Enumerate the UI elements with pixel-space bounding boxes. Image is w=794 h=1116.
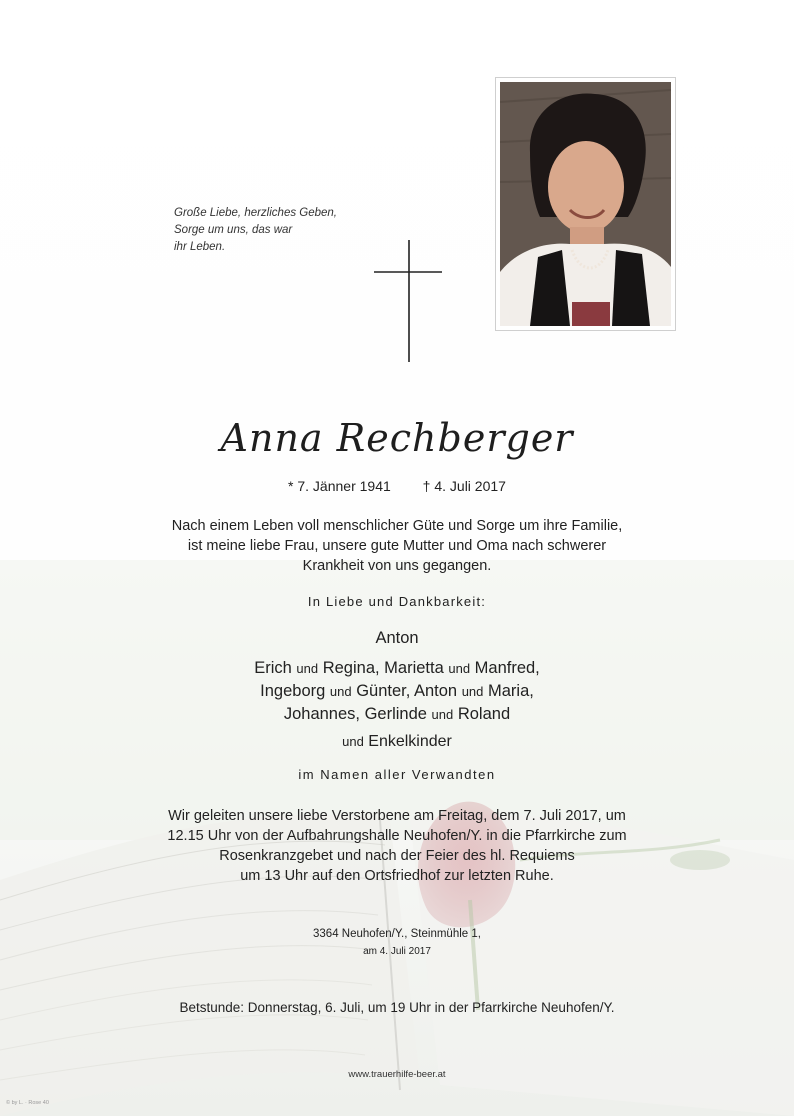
funeral-details: Wir geleiten unsere liebe Verstorbene am Freitag, dem 7. Juli 2017, um 12.15 Uhr von der Aufbahrungshalle Neuhofen/Y. in die Pfarrkirche zum Rosenkranzgebet und nach der Feier des hl. Requiems um 13 Uhr auf den Ortsfriedhof zur letzten Ruhe. <box>167 808 627 884</box>
conjunction: und <box>461 684 484 699</box>
family-name: Regina, Marietta <box>322 659 444 677</box>
deceased-name: Anna Rechberger <box>220 416 574 460</box>
announcement-text: Nach einem Leben voll menschlicher Güte und Sorge um ihre Familie, ist meine liebe Frau, unsere gute Mutter und Oma nach schwerer Krankheit von uns gegangen. <box>171 518 623 574</box>
family-name: Erich <box>254 659 292 677</box>
prayer-hour-notice: Betstunde: Donnerstag, 6. Juli, um 19 Uhr in der Pfarrkirche Neuhofen/Y. <box>179 1000 615 1015</box>
family-name: Günter, Anton <box>356 682 458 700</box>
grandchildren-line <box>0 733 794 751</box>
family-name: Ingeborg <box>260 682 326 700</box>
family-name: Maria, <box>488 682 534 700</box>
birth-date: * 7. Jänner 1941 <box>288 478 391 494</box>
portrait-photo-frame <box>495 77 676 331</box>
relatives-line: im Namen aller Verwandten <box>298 767 496 782</box>
family-line <box>0 657 794 680</box>
conjunction: und <box>296 661 319 676</box>
spouse-name: Anton <box>375 629 419 647</box>
family-line <box>0 680 794 703</box>
print-footnote: © by L. · Rose 40 <box>6 1100 49 1106</box>
grandchildren-label: Enkelkinder <box>368 733 452 750</box>
family-name: Johannes, Gerlinde <box>283 705 427 723</box>
gratitude-line: In Liebe und Dankbarkeit: <box>307 594 487 609</box>
family-name: Manfred, <box>474 659 540 677</box>
cross-icon <box>370 238 450 368</box>
conjunction: und <box>342 734 364 749</box>
conjunction: und <box>329 684 352 699</box>
family-line <box>0 703 794 726</box>
conjunction: und <box>448 661 471 676</box>
website-link[interactable]: www.trauerhilfe-beer.at <box>348 1069 446 1080</box>
portrait-photo <box>500 82 671 326</box>
death-date: † 4. Juli 2017 <box>422 478 506 494</box>
life-dates <box>0 478 794 494</box>
address-date: am 4. Juli 2017 <box>363 946 431 957</box>
address: 3364 Neuhofen/Y., Steinmühle 1, <box>313 928 481 940</box>
conjunction: und <box>431 707 454 722</box>
memorial-quote: Große Liebe, herzliches Geben, Sorge um uns, das war ihr Leben. <box>174 207 338 253</box>
family-name: Roland <box>457 705 511 723</box>
